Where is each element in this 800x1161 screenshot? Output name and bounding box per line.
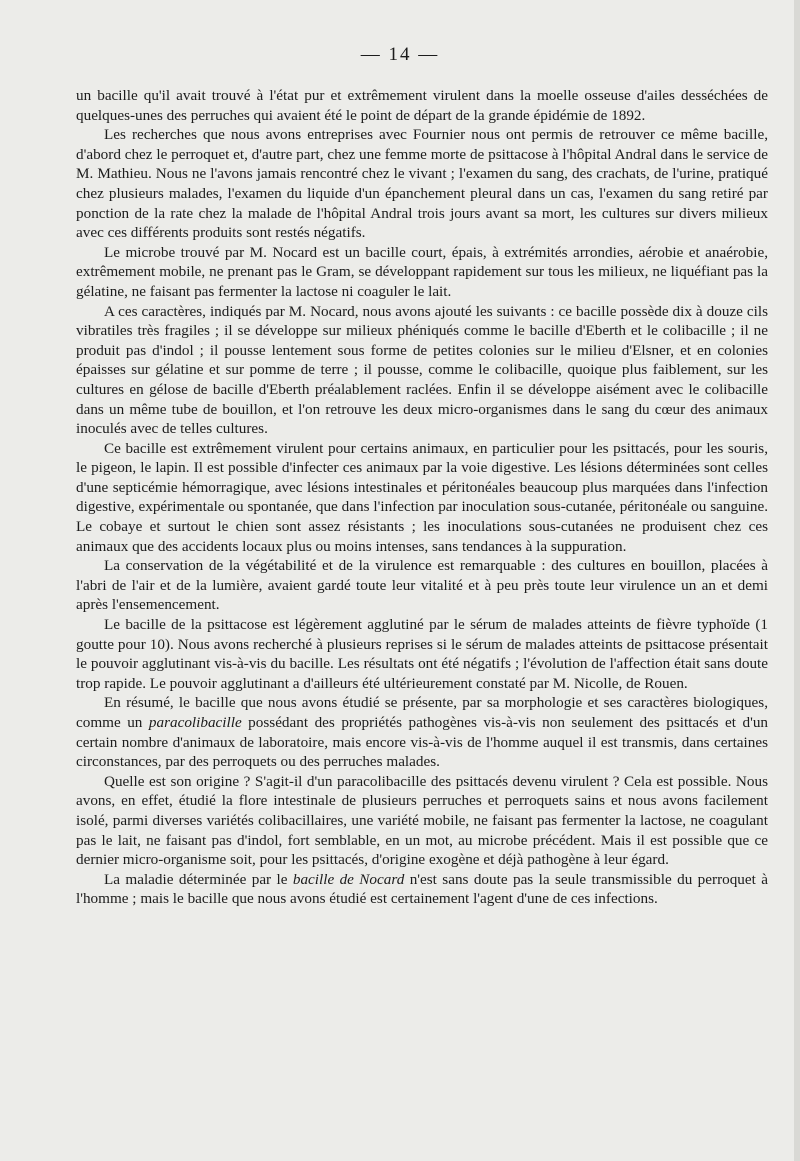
paragraph: [76, 86, 768, 125]
paragraph: [76, 772, 768, 870]
paragraph-text: Le bacille de la psittacose est légèrement agglutiné par le sérum de malades atteints de fièvre typhoïde (1 goutte pour 10). Nous avons recherché à plusieurs reprises si le sérum de malades atteints de psittacose présentait le pouvoir agglutinant vis-à-vis du bacille. Les résultats ont été négatifs ; l'évolution de l'affection était sans doute trop rapide. Le pouvoir agglutinant a d'ailleurs été ultérieurement constaté par M. Nicolle, de Rouen.: [76, 616, 768, 692]
paragraph-text: Le microbe trouvé par M. Nocard est un bacille court, épais, à extrémités arrondies, aérobie et anaérobie, extrêmement mobile, ne prenant pas le Gram, se développant rapidement sur tous les milieux, ne liquéfiant pas la gélatine, ne faisant pas fermenter la lactose ni coaguler le lait.: [76, 243, 768, 300]
body-text: [76, 86, 768, 909]
paragraph-text: un bacille qu'il avait trouvé à l'état pur et extrêmement virulent dans la moelle osseuse d'ailes desséchées de quelques-unes des perruches qui avaient été le point de départ de la grande épidémie de 1892.: [76, 87, 768, 124]
page-number: — 14 —: [360, 44, 440, 65]
paragraph-text: possédant des propriétés pathogènes vis-à-vis non seulement des psittacés et d'un certain nombre d'animaux de laboratoire, mais encore vis-à-vis de l'homme auquel il est transmis, dans certaines circonstances, par des perroquets ou des perruches malades.: [76, 714, 769, 771]
paragraph: [76, 302, 768, 439]
paragraph: [76, 693, 768, 771]
paragraph-text: Les recherches que nous avons entreprises avec Fournier nous ont permis de retrouver ce même bacille, d'abord chez le perroquet et, d'autre part, chez une femme morte de psittacose à l'hôpital Andral dans le service de M. Mathieu. Nous ne l'avons jamais rencontré chez le vivant ; l'examen du sang, des crachats, de l'urine, pratiqué chez plusieurs malades, l'examen du liquide d'un épanchement pleural dans un cas, l'examen du sang retiré par ponction de la rate chez la malade de l'hôpital Andral trois jours avant sa mort, les cultures sur divers milieux avec ces différents produits sont restés négatifs.: [76, 126, 768, 242]
paragraph-text: A ces caractères, indiqués par M. Nocard, nous avons ajouté les suivants : ce bacille possède dix à douze cils vibratiles très fragiles ; il se développe sur milieux phéniqués comme le bacille d'Eberth et le colibacille ; il ne produit pas d'indol ; il pousse lentement sous forme de petites colonies sur le milieu d'Elsner, et en colonies épaisses sur gélatine et sur pomme de terre ; il pousse, comme le colibacille, quoique plus faiblement, sur les cultures en gélose de bacille d'Eberth préalablement raclées. Enfin il se développe aisément avec le colibacille dans un même tube de bouillon, et l'on retrouve les deux micro-organismes dans le sang du cœur des animaux inoculés avec de telles cultures.: [76, 302, 768, 438]
scan-edge: [794, 0, 800, 1161]
paragraph-text: n'est sans doute pas la seule transmissible du perroquet à l'homme ; mais le bacille que nous avons étudié est certainement l'agent d'une de ces infections.: [76, 870, 768, 908]
paragraph-text: Ce bacille est extrêmement virulent pour certains animaux, en particulier pour les psittacés, pour les souris, le pigeon, le lapin. Il est possible d'infecter ces animaux par la voie digestive. Les lésions déterminées sont celles d'une septicémie hémorragique, avec lésions intestinales et péritonéales beaucoup plus marquées dans l'infection digestive, expérimentale ou spontanée, que dans l'infection par inoculation sous-cutanée, péritonéale ou sanguine. Le cobaye et surtout le chien sont assez résistants ; les inoculations sous-cutanées ne produisent chez ces animaux que des accidents locaux plus ou moins intenses, sans tendances à la suppuration.: [76, 439, 768, 555]
paragraph-text: Quelle est son origine ? S'agit-il d'un paracolibacille des psittacés devenu virulent ? Cela est possible. Nous avons, en effet, étudié la flore intestinale de plusieurs perruches et perroquets sains et nous avons facilement isolé, parmi diverses variétés colibacillaires, une variété mobile, ne faisant pas fermenter la lactose, ne coagulant pas le lait, ne faisant pas d'indol, fort semblable, en un mot, au microbe précédent. Mais il est possible que ce dernier micro-organisme soit, pour les psittacés, d'origine exogène et déjà pathogène à leur égard.: [76, 772, 768, 869]
paragraph-text: La conservation de la végétabilité et de la virulence est remarquable : des cultures en bouillon, placées à l'abri de l'air et de la lumière, avaient gardé toute leur vitalité et à peu près toute leur virulence un an et demi après l'ensemencement.: [76, 557, 768, 614]
paragraph: [76, 125, 768, 243]
paragraph: [76, 615, 768, 693]
paragraph: [76, 243, 768, 302]
paragraph-text: La maladie déterminée par le: [104, 870, 293, 888]
paragraph: [76, 556, 768, 615]
paragraph-text: En résumé, le bacille que nous avons étudié se présente, par sa morphologie et ses caractères biologiques, comme un: [76, 694, 768, 731]
italic-term: bacille de Nocard: [292, 870, 405, 888]
italic-term: paracolibacille: [148, 714, 242, 731]
paragraph: [76, 439, 768, 557]
paragraph: [76, 870, 768, 909]
